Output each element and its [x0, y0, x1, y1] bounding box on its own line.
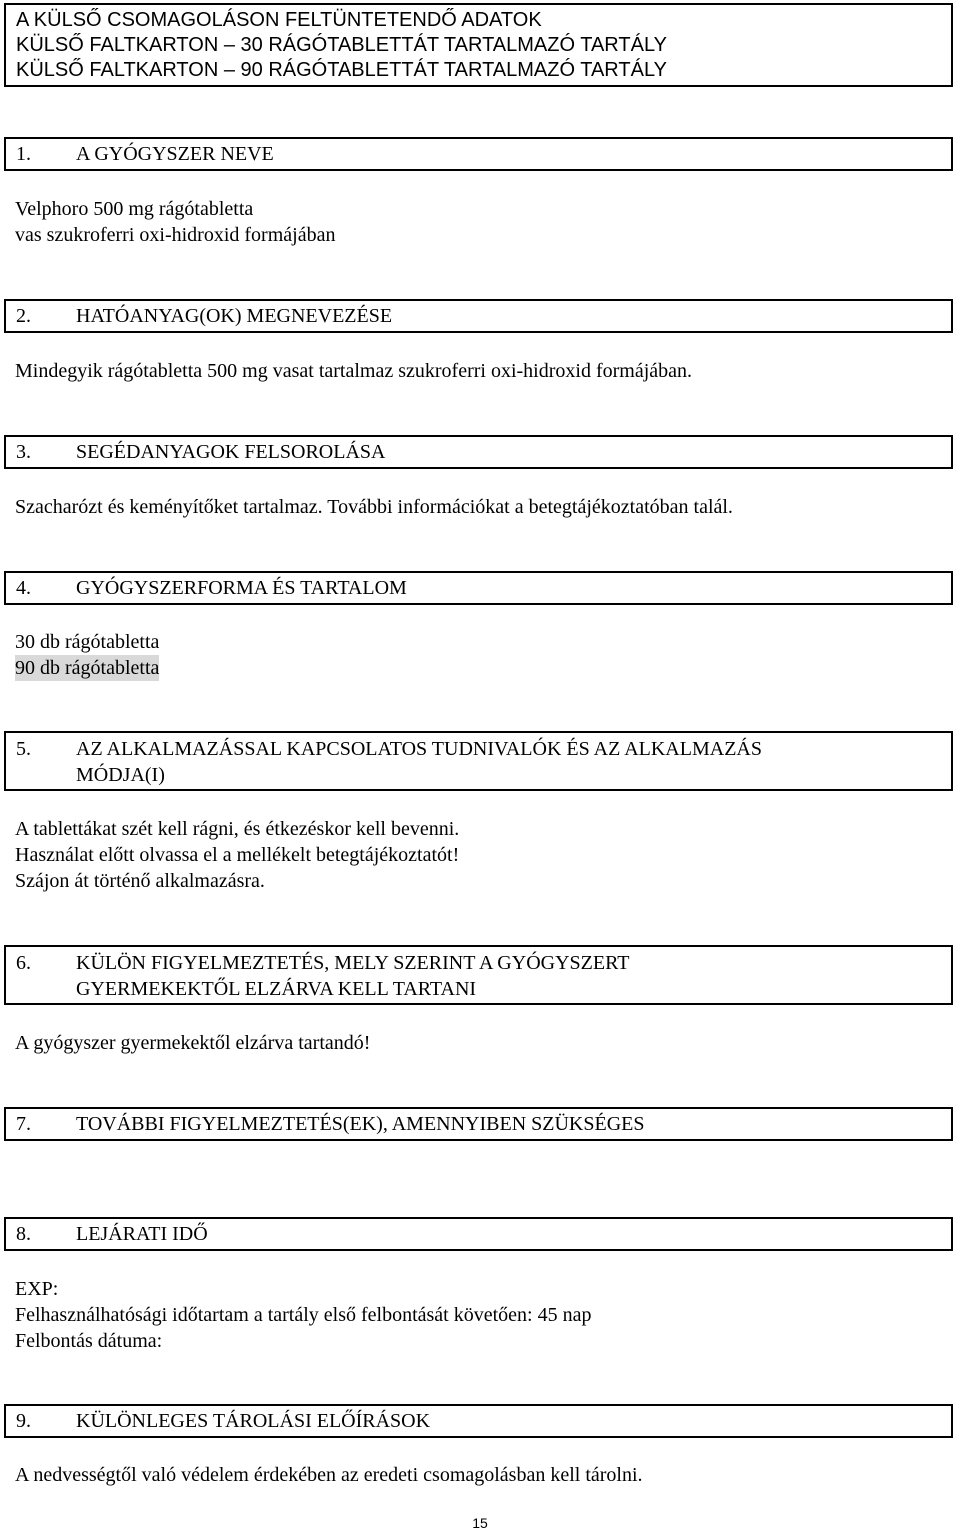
section-1-heading: [4, 137, 953, 171]
body-line: Velphoro 500 mg rágótabletta: [15, 198, 254, 220]
body-line: vas szukroferri oxi-hidroxid formájában: [15, 224, 336, 246]
section-8-body: [15, 1276, 591, 1354]
section-title: GYÓGYSZERFORMA ÉS TARTALOM: [76, 577, 407, 599]
section-title: A GYÓGYSZER NEVE: [76, 143, 274, 165]
section-number: 7.: [16, 1113, 31, 1135]
body-line-highlighted: 90 db rágótabletta: [15, 657, 160, 679]
section-3-heading: [4, 435, 953, 469]
section-title: HATÓANYAG(OK) MEGNEVEZÉSE: [76, 305, 393, 327]
section-1-body: [15, 196, 335, 248]
section-4-heading: [4, 571, 953, 605]
section-title-line: KÜLÖN FIGYELMEZTETÉS, MELY SZERINT A GYÓGYSZERT: [76, 952, 630, 974]
section-6-heading: [4, 945, 953, 1005]
body-line: A nedvességtől való védelem érdekében az eredeti csomagolásban kell tárolni.: [15, 1464, 643, 1486]
section-title: KÜLÖNLEGES TÁROLÁSI ELŐÍRÁSOK: [76, 1410, 431, 1432]
section-5-heading: [4, 731, 953, 791]
section-title: TOVÁBBI FIGYELMEZTETÉS(EK), AMENNYIBEN SZÜKSÉGES: [76, 1113, 645, 1135]
body-line: A gyógyszer gyermekektől elzárva tartandó!: [15, 1032, 371, 1054]
document-header-box: [4, 3, 953, 87]
section-number: 3.: [16, 441, 31, 463]
body-line: Használat előtt olvassa el a mellékelt betegtájékoztatót!: [15, 844, 460, 866]
section-title-line: GYERMEKEKTŐL ELZÁRVA KELL TARTANI: [76, 978, 477, 1000]
section-number: 1.: [16, 143, 31, 165]
section-6-body: [15, 1030, 370, 1056]
section-title-line: MÓDJA(I): [76, 764, 165, 786]
body-line: Mindegyik rágótabletta 500 mg vasat tartalmaz szukroferri oxi-hidroxid formájában.: [15, 360, 693, 382]
section-title: [76, 950, 941, 1002]
body-line: A tablettákat szét kell rágni, és étkezéskor kell bevenni.: [15, 818, 460, 840]
body-line: Felbontás dátuma:: [15, 1330, 163, 1352]
section-number: 5.: [16, 738, 31, 760]
section-4-body: [15, 629, 159, 681]
section-title: [76, 736, 941, 788]
section-number: 4.: [16, 577, 31, 599]
section-title: SEGÉDANYAGOK FELSOROLÁSA: [76, 441, 386, 463]
header-line: KÜLSŐ FALTKARTON – 30 RÁGÓTABLETTÁT TARTALMAZÓ TARTÁLY: [16, 34, 667, 56]
body-line: 30 db rágótabletta: [15, 631, 160, 653]
section-2-heading: [4, 299, 953, 333]
section-number: 2.: [16, 305, 31, 327]
page-number: 15: [472, 1515, 488, 1531]
section-title: LEJÁRATI IDŐ: [76, 1223, 208, 1245]
section-number: 6.: [16, 952, 31, 974]
section-9-body: [15, 1462, 643, 1488]
body-line: EXP:: [15, 1278, 59, 1300]
header-line: A KÜLSŐ CSOMAGOLÁSON FELTÜNTETENDŐ ADATOK: [16, 9, 542, 31]
section-3-body: [15, 494, 733, 520]
section-title-line: AZ ALKALMAZÁSSAL KAPCSOLATOS TUDNIVALÓK ÉS AZ ALKALMAZÁS: [76, 738, 762, 760]
section-2-body: [15, 358, 692, 384]
section-8-heading: [4, 1217, 953, 1251]
section-5-body: [15, 816, 459, 894]
section-9-heading: [4, 1404, 953, 1438]
section-7-heading: [4, 1107, 953, 1141]
body-line: Szacharózt és keményítőket tartalmaz. További információkat a betegtájékoztatóban talál.: [15, 496, 733, 518]
header-line: KÜLSŐ FALTKARTON – 90 RÁGÓTABLETTÁT TARTALMAZÓ TARTÁLY: [16, 59, 667, 81]
section-number: 8.: [16, 1223, 31, 1245]
body-line: Felhasználhatósági időtartam a tartály első felbontását követően: 45 nap: [15, 1304, 592, 1326]
body-line: Szájon át történő alkalmazásra.: [15, 870, 265, 892]
section-number: 9.: [16, 1410, 31, 1432]
